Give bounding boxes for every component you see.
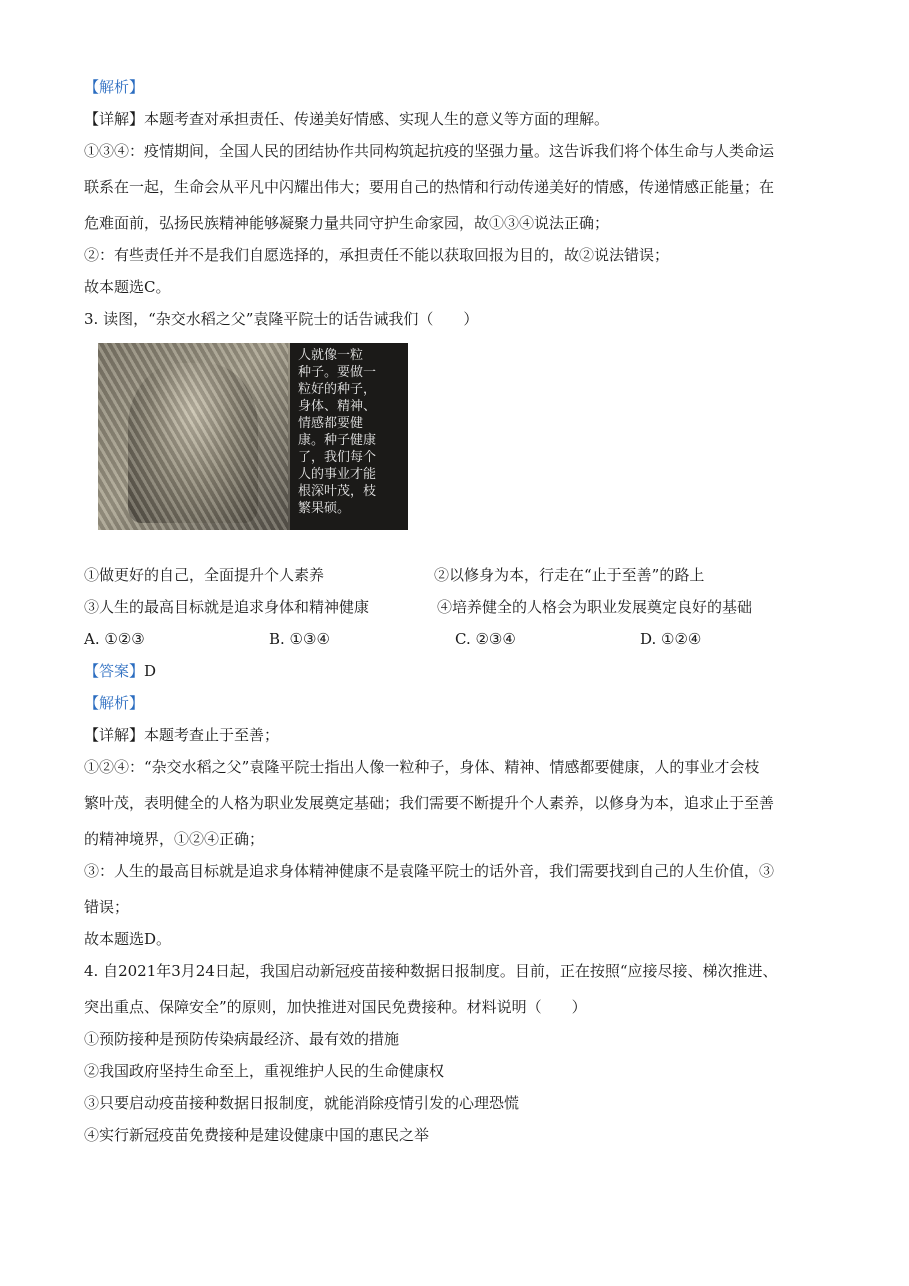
statement-3: ③只要启动疫苗接种数据日报制度，就能消除疫情引发的心理恐慌 (84, 1094, 520, 1112)
quote-panel: 人就像一粒 种子。要做一 粒好的种子， 身体、精神、 情感都要健 康。种子健康 了，我们每个 人的事业才能 根深叶茂，枝 繁果硕。 (290, 343, 408, 530)
detail-tag: 【详解】 (84, 110, 145, 128)
analysis-paragraph: 联系在一起，生命会从平凡中闪耀出伟大；要用自己的热情和行动传递美好的情感，传递情感正能量；在 (84, 178, 775, 196)
statement-1: ①做更好的自己，全面提升个人素养 (84, 566, 325, 584)
statement-4: ④培养健全的人格会为职业发展奠定良好的基础 (437, 598, 753, 616)
analysis-paragraph: ①②④：“杂交水稻之父”袁隆平院士指出人像一粒种子，身体、精神、情感都要健康，人的事业才会枝 (84, 758, 760, 776)
statement-1: ①预防接种是预防传染病最经济、最有效的措施 (84, 1030, 400, 1048)
choice-a: A. ①②③ (84, 630, 145, 648)
statement-4: ④实行新冠疫苗免费接种是建设健康中国的惠民之举 (84, 1126, 430, 1144)
detail-tag: 【详解】 (84, 726, 145, 744)
question-stem-cont: 突出重点、保障安全”的原则，加快推进对国民免费接种。材料说明（ ） (84, 998, 587, 1016)
analysis-paragraph: 错误； (84, 898, 130, 916)
analysis-tag: 【解析】 (84, 78, 145, 96)
analysis-paragraph: 的精神境界，①②④正确； (84, 830, 265, 848)
analysis-paragraph: 危难面前，弘扬民族精神能够凝聚力量共同守护生命家园，故①③④说法正确； (84, 214, 610, 232)
choice-b: B. ①③④ (269, 630, 330, 648)
conclusion: 故本题选C。 (84, 278, 171, 296)
analysis-tag: 【解析】 (84, 694, 145, 712)
statement-3: ③人生的最高目标就是追求身体和精神健康 (84, 598, 370, 616)
analysis-paragraph: 繁叶茂，表明健全的人格为职业发展奠定基础；我们需要不断提升个人素养，以修身为本，追求止于至善 (84, 794, 775, 812)
answer-tag: 【答案】 (84, 662, 145, 680)
detail-line (84, 725, 279, 745)
conclusion: 故本题选D。 (84, 930, 172, 948)
choice-d: D. ①②④ (640, 630, 702, 648)
choice-c: C. ②③④ (455, 630, 516, 648)
detail-text: 本题考查对承担责任、传递美好情感、实现人生的意义等方面的理解。 (144, 110, 610, 128)
answer-line (84, 661, 156, 681)
rice-grain-texture (98, 343, 288, 530)
detail-line (84, 109, 609, 129)
question-stem: 3. 读图，“杂交水稻之父”袁隆平院士的话告诫我们（ ） (84, 310, 479, 328)
statement-2: ②以修身为本，行走在“止于至善”的路上 (434, 566, 705, 584)
question-stem: 4. 自2021年3月24日起，我国启动新冠疫苗接种数据日报制度。目前，正在按照“应接尽接、梯次推进、 (84, 962, 778, 980)
analysis-paragraph: ②：有些责任并不是我们自愿选择的，承担责任不能以获取回报为目的，故②说法错误； (84, 246, 670, 264)
yuan-longping-photo (98, 343, 408, 530)
statement-2: ②我国政府坚持生命至上，重视维护人民的生命健康权 (84, 1062, 445, 1080)
answer-value: D (144, 662, 157, 680)
analysis-paragraph: ①③④：疫情期间，全国人民的团结协作共同构筑起抗疫的坚强力量。这告诉我们将个体生命与人类命运 (84, 142, 775, 160)
analysis-paragraph: ③：人生的最高目标就是追求身体精神健康不是袁隆平院士的话外音，我们需要找到自己的人生价值，③ (84, 862, 775, 880)
detail-text: 本题考查止于至善； (144, 726, 280, 744)
